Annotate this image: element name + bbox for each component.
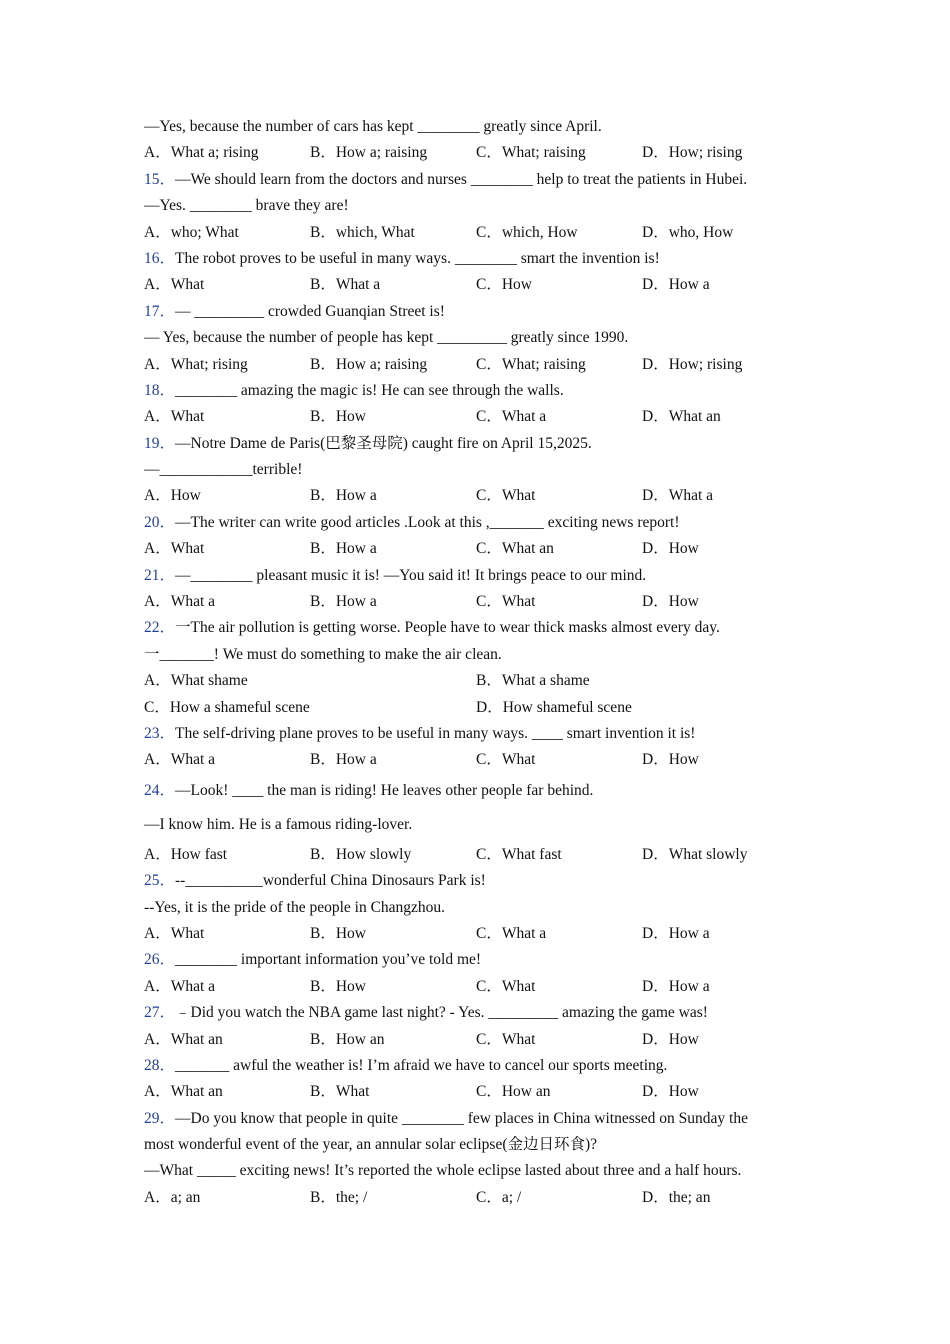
question-text: ________ amazing the magic is! He can see through the walls. [175,381,564,399]
question-text: _______ awful the weather is! I’m afraid we have to cancel our sports meeting. [175,1056,668,1074]
answer-option: B．What [310,1083,370,1101]
answer-options [144,1185,814,1211]
answer-options [144,352,814,378]
answer-options [144,842,814,868]
answer-option: D．the; an [642,1188,711,1206]
question-text: —Notre Dame de Paris(巴黎圣母院) caught fire on April 15,2025. [175,434,592,452]
answer-option: B．How [310,408,366,426]
answer-option: C．What fast [476,845,562,863]
answer-option: A．What an [144,1030,223,1048]
answer-option: C．which, How [476,223,578,241]
answer-option: B．which, What [310,223,415,241]
answer-option: A．What a; rising [144,144,259,162]
answer-options [144,272,814,298]
dialogue-line: 一_______! We must do something to make the air clean. [144,645,502,663]
answer-options [144,1079,814,1105]
question-number: 21． [144,566,176,584]
question-text: —Look! ____ the man is riding! He leaves other people far behind. [175,781,594,799]
answer-option: C．What; raising [476,144,586,162]
answer-option: D．How shameful scene [476,698,632,716]
answer-option: D．How [642,540,699,558]
dialogue-line: --Yes, it is the pride of the people in Changzhou. [144,898,446,916]
answer-option: A．who; What [144,223,239,241]
answer-option: B．How a [310,540,377,558]
answer-option: C．How a shameful scene [144,698,310,716]
question-stem [144,246,814,272]
answer-option: C．How [476,276,532,294]
question-stem [144,1000,814,1026]
question-stem [144,1053,814,1079]
question-stem [144,1106,814,1132]
question-stem [144,299,814,325]
question-number: 28． [144,1056,176,1074]
question-number: 22． [144,619,176,637]
answer-option: A．What; rising [144,355,248,373]
answer-option: B．How a [310,487,377,505]
answer-option: D．How; rising [642,144,743,162]
answer-option: B．How [310,977,366,995]
answer-option: D．How a [642,977,710,995]
answer-option: C．What [476,487,536,505]
answer-option: C．What a [476,924,547,942]
answer-option: D．How a [642,924,710,942]
question-number: 26． [144,951,176,969]
question-stem [144,947,814,973]
answer-option: A．What a [144,751,216,769]
question-stem [144,510,814,536]
answer-option: D．How a [642,276,710,294]
answer-option: C．What a [476,408,547,426]
question-number: 23． [144,724,176,742]
question-number: 19． [144,434,176,452]
question-text: —We should learn from the doctors and nurses ________ help to treat the patients in Hubei. [175,170,748,188]
answer-option: C．What [476,977,536,995]
question-stem [144,167,814,193]
question-number: 16． [144,249,176,267]
answer-options [144,140,814,166]
worksheet-page [144,114,814,1211]
question-text: ﹣Did you watch the NBA game last night? - Yes. _________ amazing the game was! [175,1004,708,1022]
answer-option: A．What [144,540,205,558]
answer-option: A．What a [144,593,216,611]
question-stem [144,431,814,457]
question-text: — _________ crowded Guanqian Street is! [175,302,445,320]
dialogue-line: —Yes. ________ brave they are! [144,197,349,215]
question-number: 24． [144,781,176,799]
answer-option: D．What slowly [642,845,748,863]
answer-options [144,536,814,562]
answer-options [144,668,814,694]
question-number: 29． [144,1109,176,1127]
question-text: ________ important information you’ve told me! [175,951,482,969]
answer-options [144,747,814,773]
question-stem [144,563,814,589]
answer-option: D．How [642,1083,699,1101]
answer-option: A．What a [144,977,216,995]
dialogue-line: —What _____ exciting news! It’s reported the whole eclipse lasted about three and a half hours. [144,1162,742,1180]
answer-option: C．What [476,593,536,611]
dialogue-line: —____________terrible! [144,461,303,479]
answer-option: A．What an [144,1083,223,1101]
answer-option: D．How [642,593,699,611]
answer-options [144,483,814,509]
question-stem [144,615,814,641]
dialogue-line: —I know him. He is a famous riding-lover. [144,815,413,833]
question-text: --__________wonderful China Dinosaurs Park is! [175,872,486,890]
question-number: 25． [144,872,176,890]
question-stem [144,378,814,404]
answer-option: D．who, How [642,223,734,241]
answer-options [144,695,814,721]
answer-option: C．What an [476,540,554,558]
question-text: 一The air pollution is getting worse. People have to wear thick masks almost every day. [175,619,720,637]
answer-option: B．How a; raising [310,355,428,373]
answer-options [144,974,814,1000]
answer-option: D．How; rising [642,355,743,373]
answer-option: A．What [144,924,205,942]
answer-option: B．How a [310,593,377,611]
answer-option: C．What [476,1030,536,1048]
question-stem [144,868,814,894]
answer-option: A．a; an [144,1188,201,1206]
question-number: 27． [144,1004,176,1022]
answer-option: B．How a [310,751,377,769]
answer-option: D．What an [642,408,721,426]
answer-option: B．What a shame [476,672,590,690]
answer-options [144,1027,814,1053]
answer-options [144,921,814,947]
question-text: —Do you know that people in quite ________ few places in China witnessed on Sunday the [175,1109,748,1127]
answer-option: A．How [144,487,201,505]
question-text: The robot proves to be useful in many ways. ________ smart the invention is! [175,249,660,267]
question-number: 18． [144,381,176,399]
question-number: 17． [144,302,176,320]
answer-option: B．What a [310,276,381,294]
dialogue-line: —Yes, because the number of cars has kept ________ greatly since April. [144,118,602,135]
answer-options [144,404,814,430]
answer-option: C．What [476,751,536,769]
answer-option: B．How a; raising [310,144,428,162]
question-number: 20． [144,513,176,531]
question-stem [144,774,814,808]
answer-option: D．What a [642,487,714,505]
answer-option: D．How [642,1030,699,1048]
dialogue-line: — Yes, because the number of people has kept _________ greatly since 1990. [144,329,629,347]
answer-option: D．How [642,751,699,769]
question-stem [144,721,814,747]
answer-option: B．How slowly [310,845,412,863]
answer-option: C．a; / [476,1188,522,1206]
answer-option: A．How fast [144,845,228,863]
answer-options [144,220,814,246]
answer-option: C．What; raising [476,355,586,373]
answer-option: C．How an [476,1083,551,1101]
question-number: 15． [144,170,176,188]
answer-option: A．What [144,408,205,426]
answer-option: A．What shame [144,672,248,690]
question-text: —The writer can write good articles .Look at this ,_______ exciting news report! [175,513,680,531]
answer-option: A．What [144,276,205,294]
question-text: The self-driving plane proves to be useful in many ways. ____ smart invention it is! [175,724,696,742]
answer-option: B．the; / [310,1188,368,1206]
answer-option: B．How [310,924,366,942]
dialogue-line: most wonderful event of the year, an annular solar eclipse(金边日环食)? [144,1136,598,1154]
question-text: —________ pleasant music it is! —You said it! It brings peace to our mind. [175,566,647,584]
answer-option: B．How an [310,1030,385,1048]
answer-options [144,589,814,615]
